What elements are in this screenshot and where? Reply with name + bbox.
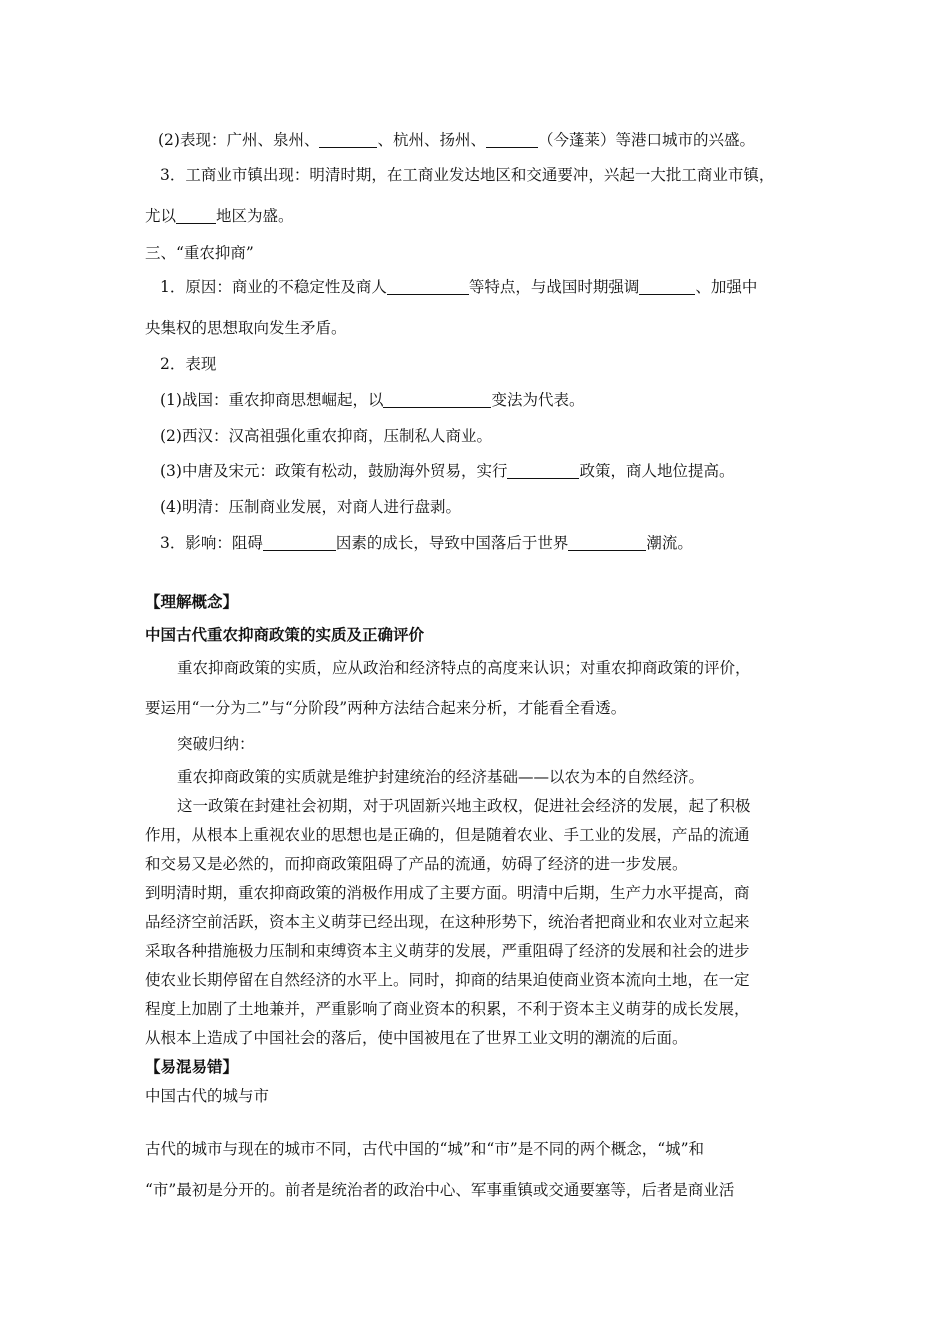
cause-line2: 央集权的思想取向发生矛盾。 xyxy=(145,319,347,337)
concept-p4-line5: 程度上加剧了土地兼并，严重影响了商业资本的积累，不利于资本主义萌芽的成长发展， xyxy=(145,1000,750,1018)
concept-p4-line4: 使农业长期停留在自然经济的水平上。同时，抑商的结果迫使商业资本流向土地，在一定 xyxy=(145,971,750,989)
confusion-heading: 【易混易错】 xyxy=(145,1057,239,1076)
concept-heading: 【理解概念】 xyxy=(145,592,239,611)
fill-blank[interactable] xyxy=(486,131,538,148)
fill-blank[interactable] xyxy=(263,534,336,551)
text: 政策，商人地位提高。 xyxy=(579,462,735,480)
fill-blank[interactable] xyxy=(383,391,491,408)
cause-line1 xyxy=(160,277,757,297)
text: 1．原因：商业的不稳定性及商人 xyxy=(160,278,387,296)
concept-p3-line2: 作用，从根本上重视农业的思想也是正确的，但是随着农业、手工业的发展，产品的流通 xyxy=(145,826,750,844)
concept-p4-line3: 采取各种措施极力压制和束缚资本主义萌芽的发展，严重阻碍了经济的发展和社会的进步 xyxy=(145,942,750,960)
bx1-line xyxy=(160,390,584,410)
bx4-line: (4)明清：压制商业发展，对商人进行盘剥。 xyxy=(160,498,461,516)
text: (1)战国：重农抑商思想崛起，以 xyxy=(160,391,384,409)
concept-p1-line1: 重农抑商政策的实质，应从政治和经济特点的高度来认识；对重农抑商政策的评价， xyxy=(177,659,751,677)
fill-blank[interactable] xyxy=(387,278,469,295)
concept-p4-line6: 从根本上造成了中国社会的落后，使中国被甩在了世界工业文明的潮流的后面。 xyxy=(145,1029,688,1047)
text: (2)表现：广州、泉州、 xyxy=(158,131,320,149)
fill-blank[interactable] xyxy=(507,462,579,479)
line-biaoxian xyxy=(158,130,755,150)
breakthrough-label: 突破归纳： xyxy=(177,735,255,753)
confusion-p1-line1: 古代的城市与现在的城市不同，古代中国的“城”和“市”是不同的两个概念，“城”和 xyxy=(145,1140,705,1158)
impact-line xyxy=(160,533,693,553)
text: （今蓬莱）等港口城市的兴盛。 xyxy=(537,131,755,149)
concept-p4-line1: 到明清时期，重农抑商政策的消极作用成了主要方面。明清中后期，生产力水平提高，商 xyxy=(145,884,750,902)
text: 变法为代表。 xyxy=(491,391,585,409)
confusion-subheading: 中国古代的城与市 xyxy=(145,1087,270,1105)
concept-subheading: 中国古代重农抑商政策的实质及正确评价 xyxy=(145,625,425,644)
concept-p3-line1: 这一政策在封建社会初期，对于巩固新兴地主政权，促进社会经济的发展，起了积极 xyxy=(177,797,751,815)
text: 因素的成长，导致中国落后于世界 xyxy=(335,534,569,552)
text: 尤以 xyxy=(145,207,177,225)
text: 3．影响：阻碍 xyxy=(160,534,263,552)
item3-line1: 3．工商业市镇出现：明清时期，在工商业发达地区和交通要冲，兴起一大批工商业市镇， xyxy=(160,166,775,184)
confusion-p1-line2: “市”最初是分开的。前者是统治者的政治中心、军事重镇或交通要塞等，后者是商业活 xyxy=(145,1181,735,1199)
concept-p2: 重农抑商政策的实质就是维护封建统治的经济基础——以农为本的自然经济。 xyxy=(177,768,705,786)
text: 地区为盛。 xyxy=(216,207,294,225)
fill-blank[interactable] xyxy=(568,534,646,551)
text: 等特点，与战国时期强调 xyxy=(468,278,640,296)
text: 、加强中 xyxy=(695,278,758,296)
text: 潮流。 xyxy=(646,534,693,552)
text: (3)中唐及宋元：政策有松动，鼓励海外贸易，实行 xyxy=(160,462,508,480)
biaoxian-heading: 2．表现 xyxy=(160,355,217,373)
concept-p4-line2: 品经济空前活跃，资本主义萌芽已经出现，在这种形势下，统治者把商业和农业对立起来 xyxy=(145,913,750,931)
fill-blank[interactable] xyxy=(176,207,216,224)
fill-blank[interactable] xyxy=(319,131,377,148)
bx3-line xyxy=(160,461,734,481)
concept-p3-line3: 和交易又是必然的，而抑商政策阻碍了产品的流通，妨碍了经济的进一步发展。 xyxy=(145,855,688,873)
section3-heading: 三、“重农抑商” xyxy=(145,244,254,262)
item3-line2 xyxy=(145,206,294,226)
concept-p1-line2: 要运用“一分为二”与“分阶段”两种方法结合起来分析，才能看全看透。 xyxy=(145,699,627,717)
fill-blank[interactable] xyxy=(639,278,695,295)
text: 、杭州、扬州、 xyxy=(377,131,486,149)
bx2-line: (2)西汉：汉高祖强化重农抑商，压制私人商业。 xyxy=(160,427,492,445)
